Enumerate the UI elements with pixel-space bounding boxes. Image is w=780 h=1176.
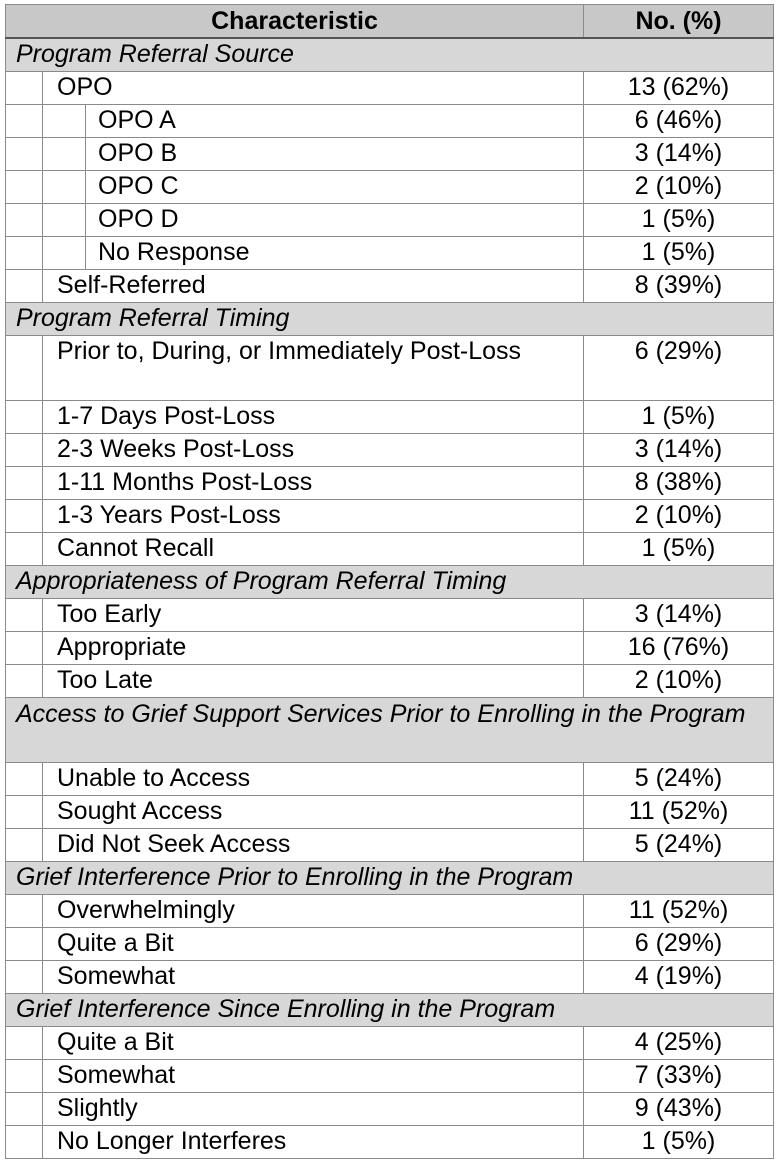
table-row <box>6 336 774 401</box>
row-value: 2 (10%) <box>584 665 774 698</box>
section-header <box>6 862 774 895</box>
table-row <box>6 796 774 829</box>
table-row <box>6 632 774 665</box>
row-value: 8 (38%) <box>584 467 774 500</box>
table-row <box>6 665 774 698</box>
table-row <box>6 829 774 862</box>
row-label: Somewhat <box>43 1060 584 1093</box>
row-label: 1-7 Days Post-Loss <box>43 401 584 434</box>
row-label: OPO B <box>86 138 584 171</box>
row-label: Cannot Recall <box>43 533 584 566</box>
table-row <box>6 599 774 632</box>
table-row <box>6 895 774 928</box>
row-value: 7 (33%) <box>584 1060 774 1093</box>
table-row <box>6 500 774 533</box>
table-row <box>6 401 774 434</box>
row-value: 3 (14%) <box>584 599 774 632</box>
table-row <box>6 1027 774 1060</box>
row-label: Sought Access <box>43 796 584 829</box>
table-row <box>6 204 774 237</box>
section-header <box>6 566 774 599</box>
row-label: 2-3 Weeks Post-Loss <box>43 434 584 467</box>
table-row <box>6 72 774 105</box>
row-label: OPO D <box>86 204 584 237</box>
row-value: 8 (39%) <box>584 270 774 303</box>
header-count: No. (%) <box>584 5 774 39</box>
row-label: OPO <box>43 72 584 105</box>
row-value: 5 (24%) <box>584 829 774 862</box>
row-label: Too Late <box>43 665 584 698</box>
section-title: Appropriateness of Program Referral Timing <box>6 566 774 599</box>
row-value: 5 (24%) <box>584 763 774 796</box>
row-value: 2 (10%) <box>584 500 774 533</box>
row-label: Self-Referred <box>43 270 584 303</box>
section-title: Program Referral Timing <box>6 303 774 336</box>
row-value: 1 (5%) <box>584 237 774 270</box>
row-label: No Longer Interferes <box>43 1126 584 1159</box>
table-row <box>6 928 774 961</box>
section-title: Program Referral Source <box>6 38 774 72</box>
row-label: Too Early <box>43 599 584 632</box>
row-value: 2 (10%) <box>584 171 774 204</box>
row-label: Quite a Bit <box>43 928 584 961</box>
row-label: Unable to Access <box>43 763 584 796</box>
section-header <box>6 994 774 1027</box>
row-label: Did Not Seek Access <box>43 829 584 862</box>
table-row <box>6 467 774 500</box>
table-row <box>6 1093 774 1126</box>
section-header <box>6 38 774 72</box>
row-label: Quite a Bit <box>43 1027 584 1060</box>
row-value: 1 (5%) <box>584 204 774 237</box>
row-value: 6 (29%) <box>584 928 774 961</box>
row-label: Overwhelmingly <box>43 895 584 928</box>
table-row <box>6 763 774 796</box>
row-label: Slightly <box>43 1093 584 1126</box>
row-value: 1 (5%) <box>584 533 774 566</box>
row-label: 1-3 Years Post-Loss <box>43 500 584 533</box>
table-row <box>6 105 774 138</box>
row-value: 16 (76%) <box>584 632 774 665</box>
table-row <box>6 171 774 204</box>
row-value: 11 (52%) <box>584 796 774 829</box>
table-row <box>6 533 774 566</box>
row-value: 3 (14%) <box>584 138 774 171</box>
section-title: Grief Interference Prior to Enrolling in the Program <box>6 862 774 895</box>
section-header <box>6 303 774 336</box>
row-value: 11 (52%) <box>584 895 774 928</box>
row-label: Appropriate <box>43 632 584 665</box>
table-row <box>6 138 774 171</box>
table-row <box>6 270 774 303</box>
table-row <box>6 434 774 467</box>
row-label: Somewhat <box>43 961 584 994</box>
section-header <box>6 698 774 763</box>
row-value: 4 (19%) <box>584 961 774 994</box>
table-row <box>6 1060 774 1093</box>
row-label: No Response <box>86 237 584 270</box>
characteristics-table <box>5 4 774 1159</box>
row-label: Prior to, During, or Immediately Post-Loss <box>43 336 584 401</box>
table-row <box>6 961 774 994</box>
section-title: Access to Grief Support Services Prior to Enrolling in the Program <box>6 698 774 763</box>
row-label: OPO C <box>86 171 584 204</box>
row-value: 1 (5%) <box>584 401 774 434</box>
row-value: 3 (14%) <box>584 434 774 467</box>
header-characteristic: Characteristic <box>6 5 584 39</box>
row-value: 6 (29%) <box>584 336 774 401</box>
header-row <box>6 5 774 39</box>
row-label: 1-11 Months Post-Loss <box>43 467 584 500</box>
section-title: Grief Interference Since Enrolling in the Program <box>6 994 774 1027</box>
row-value: 6 (46%) <box>584 105 774 138</box>
row-label: OPO A <box>86 105 584 138</box>
table-row <box>6 237 774 270</box>
row-value: 9 (43%) <box>584 1093 774 1126</box>
row-value: 1 (5%) <box>584 1126 774 1159</box>
table-row <box>6 1126 774 1159</box>
row-value: 4 (25%) <box>584 1027 774 1060</box>
row-value: 13 (62%) <box>584 72 774 105</box>
